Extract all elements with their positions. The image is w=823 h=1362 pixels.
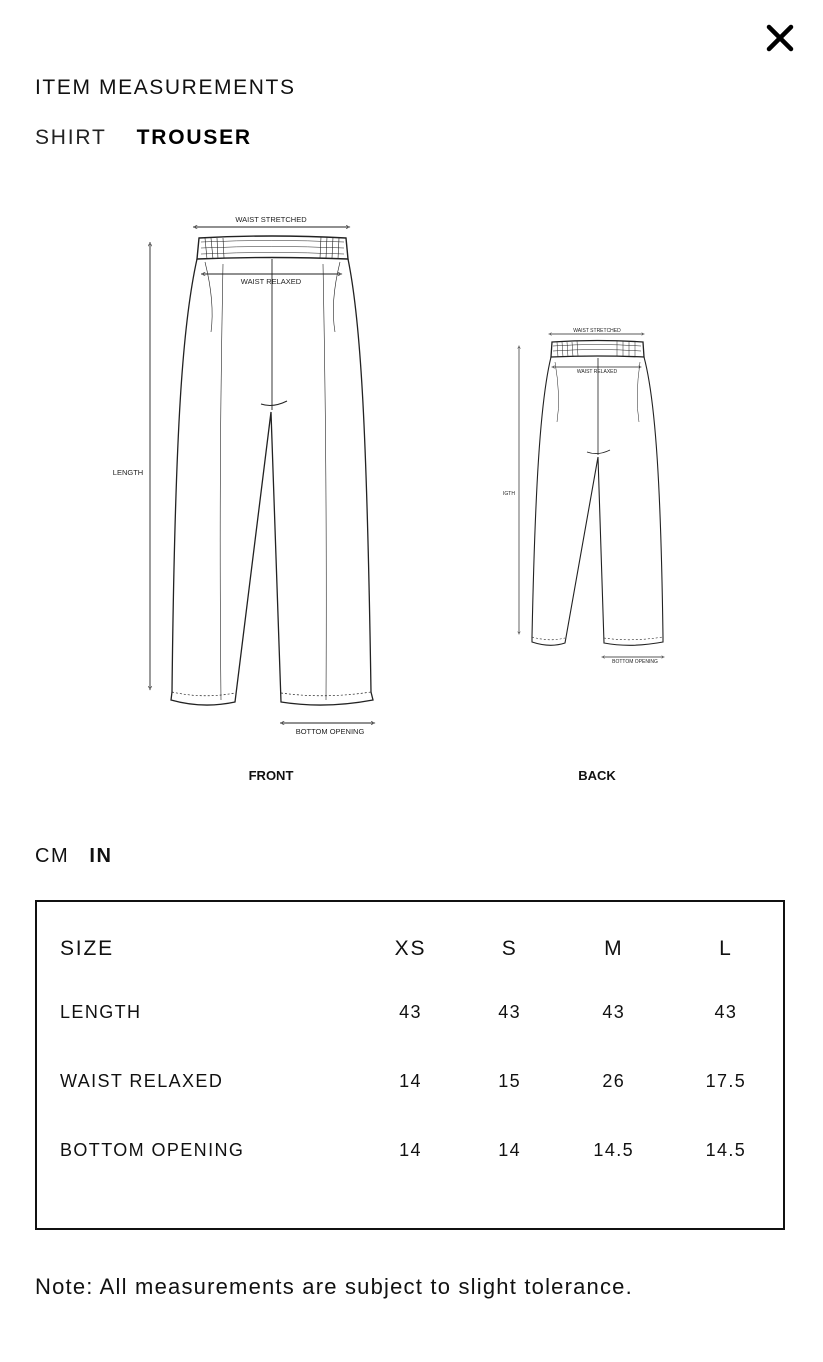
table-cell: 43 [602, 1002, 626, 1022]
table-header-row [37, 902, 783, 978]
back-bottom-opening-label: BOTTOM OPENING [612, 659, 658, 665]
row-label: LENGTH [60, 1002, 142, 1022]
table-cell: 14 [498, 1140, 522, 1160]
table-row [37, 1116, 783, 1185]
header-s: S [501, 937, 518, 960]
back-waist-stretched-label: WAIST STRETCHED [573, 328, 621, 334]
header-size: SIZE [60, 937, 114, 960]
front-waist-relaxed-label: WAIST RELAXED [240, 277, 302, 286]
size-table-container [35, 900, 785, 1230]
front-length-label: LENGTH [112, 468, 144, 477]
trouser-illustration [35, 172, 785, 812]
close-icon [764, 22, 796, 54]
front-waist-stretched-label: WAIST STRETCHED [235, 215, 307, 224]
table-cell: 14 [399, 1140, 422, 1160]
front-trouser-drawing [150, 227, 373, 723]
back-trouser-drawing [519, 334, 663, 657]
back-caption: BACK [578, 768, 616, 783]
table-cell: 14 [399, 1071, 422, 1091]
unit-toggle [35, 843, 113, 869]
header-l: L [719, 937, 733, 960]
back-waist-relaxed-label: WAIST RELAXED [576, 369, 618, 375]
front-caption: FRONT [248, 768, 294, 783]
table-cell: 14.5 [705, 1140, 747, 1160]
table-cell: 14.5 [593, 1140, 635, 1160]
table-cell: 43 [498, 1002, 522, 1022]
page-title: ITEM MEASUREMENTS [35, 76, 296, 99]
row-label: WAIST RELAXED [60, 1071, 224, 1091]
unit-cm[interactable]: CM [35, 845, 70, 867]
table-cell: 26 [602, 1071, 626, 1091]
table-cell: 17.5 [705, 1071, 747, 1091]
table-row [37, 978, 783, 1047]
unit-in[interactable]: IN [89, 845, 113, 867]
front-bottom-opening-label: BOTTOM OPENING [295, 727, 365, 736]
table-row [37, 1047, 783, 1116]
tab-trouser[interactable]: TROUSER [136, 126, 252, 149]
table-cell: 43 [714, 1002, 738, 1022]
table-cell: 43 [399, 1002, 422, 1022]
garment-tabs [35, 124, 252, 152]
back-length-label: IGTH [503, 491, 515, 497]
row-label: BOTTOM OPENING [60, 1140, 245, 1160]
trouser-diagram [35, 172, 785, 812]
tab-shirt[interactable]: SHIRT [35, 126, 107, 149]
header-xs: XS [394, 937, 427, 960]
table-cell: 15 [498, 1071, 522, 1091]
header-m: M [604, 937, 624, 960]
tolerance-note: Note: All measurements are subject to slight tolerance. [35, 1274, 633, 1299]
size-table [37, 902, 783, 1185]
close-button[interactable] [764, 22, 796, 54]
